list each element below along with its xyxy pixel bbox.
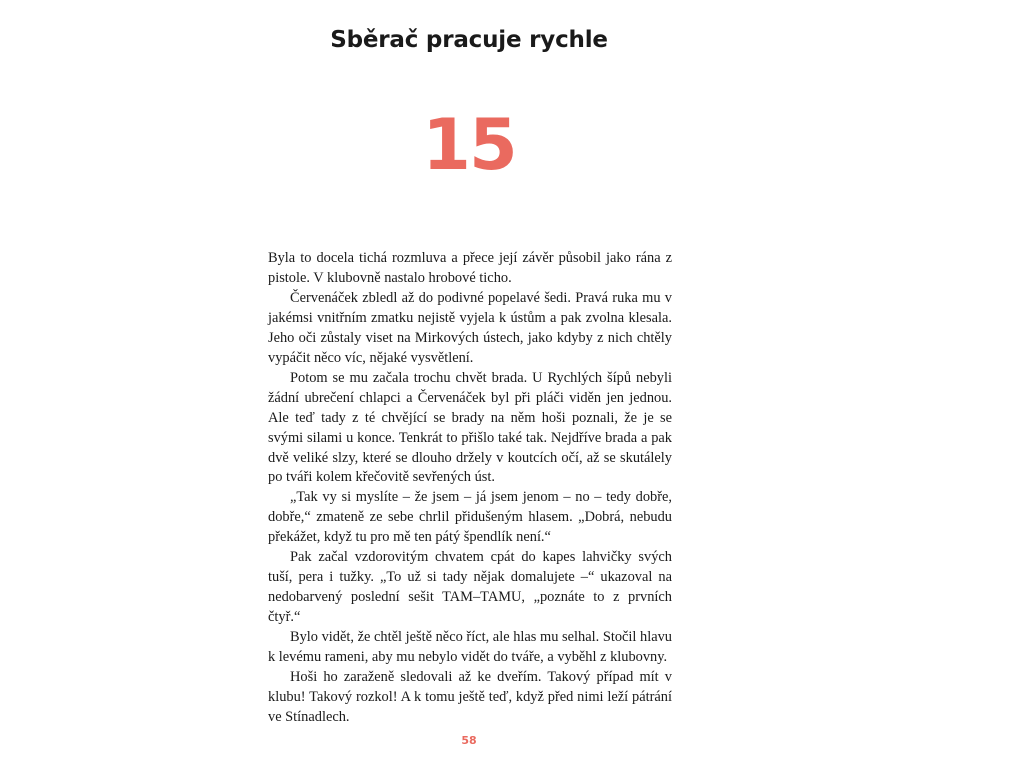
chapter-title: Sběrač pracuje rychle xyxy=(330,27,608,53)
paragraph: Hoši ho zaraženě sledovali až ke dveřím. Takový případ mít v klubu! Takový rozkol! A k tomu ještě teď, když před nimi leží pátrání ve Stínadlech. xyxy=(268,669,672,725)
paragraph: Červenáček zbledl až do podivné popelavé šedi. Pravá ruka mu v jakémsi vnitřním zmatku nejistě vyjela k ústům a pak zvolna klesala. Jeho oči zůstaly viset na Mirkových ústech, jako kdyby z nich chtěly vypáčit něco víc, nějaké vysvětlení. xyxy=(268,289,672,366)
chapter-body xyxy=(268,249,672,728)
paragraph: Byla to docela tichá rozmluva a přece její závěr působil jako rána z pistole. V klubovně nastalo hrobové ticho. xyxy=(268,250,672,286)
page-number: 58 xyxy=(461,734,477,747)
paragraph: Pak začal vzdorovitým chvatem cpát do kapes lahvičky svých tuší, pera i tužky. „To už si tady nějak domalujete –“ ukazoval na nedobarvený poslední sešit TAM–TAMU, „poznáte to z prvních čtyř.“ xyxy=(268,549,672,626)
paragraph: Bylo vidět, že chtěl ještě něco říct, ale hlas mu selhal. Stočil hlavu k levému rameni, aby mu nebylo vidět do tváře, a vyběhl z klubovny. xyxy=(268,629,672,666)
paragraph: Potom se mu začala trochu chvět brada. U Rychlých šípů nebyli žádní ubrečení chlapci a Červenáček byl při pláči viděn jen jednou. Ale teď tady z té chvějící se brady na něm hoši poznali, že je se svými silami u konce. Tenkrát to přišlo také tak. Nejdříve brada a pak dvě veliké slzy, které se dlouho držely v koutcích očí, až se skutálely po tváři kolem křečovitě sevřených úst. xyxy=(268,369,672,486)
paragraph: „Tak vy si myslíte – že jsem – já jsem jenom – no – tedy dobře, dobře,“ zmateně ze sebe chrlil přidušeným hlasem. „Dobrá, nebudu překážet, když tu pro mě ten pátý špendlík není.“ xyxy=(268,489,672,546)
chapter-number: 15 xyxy=(422,104,516,186)
